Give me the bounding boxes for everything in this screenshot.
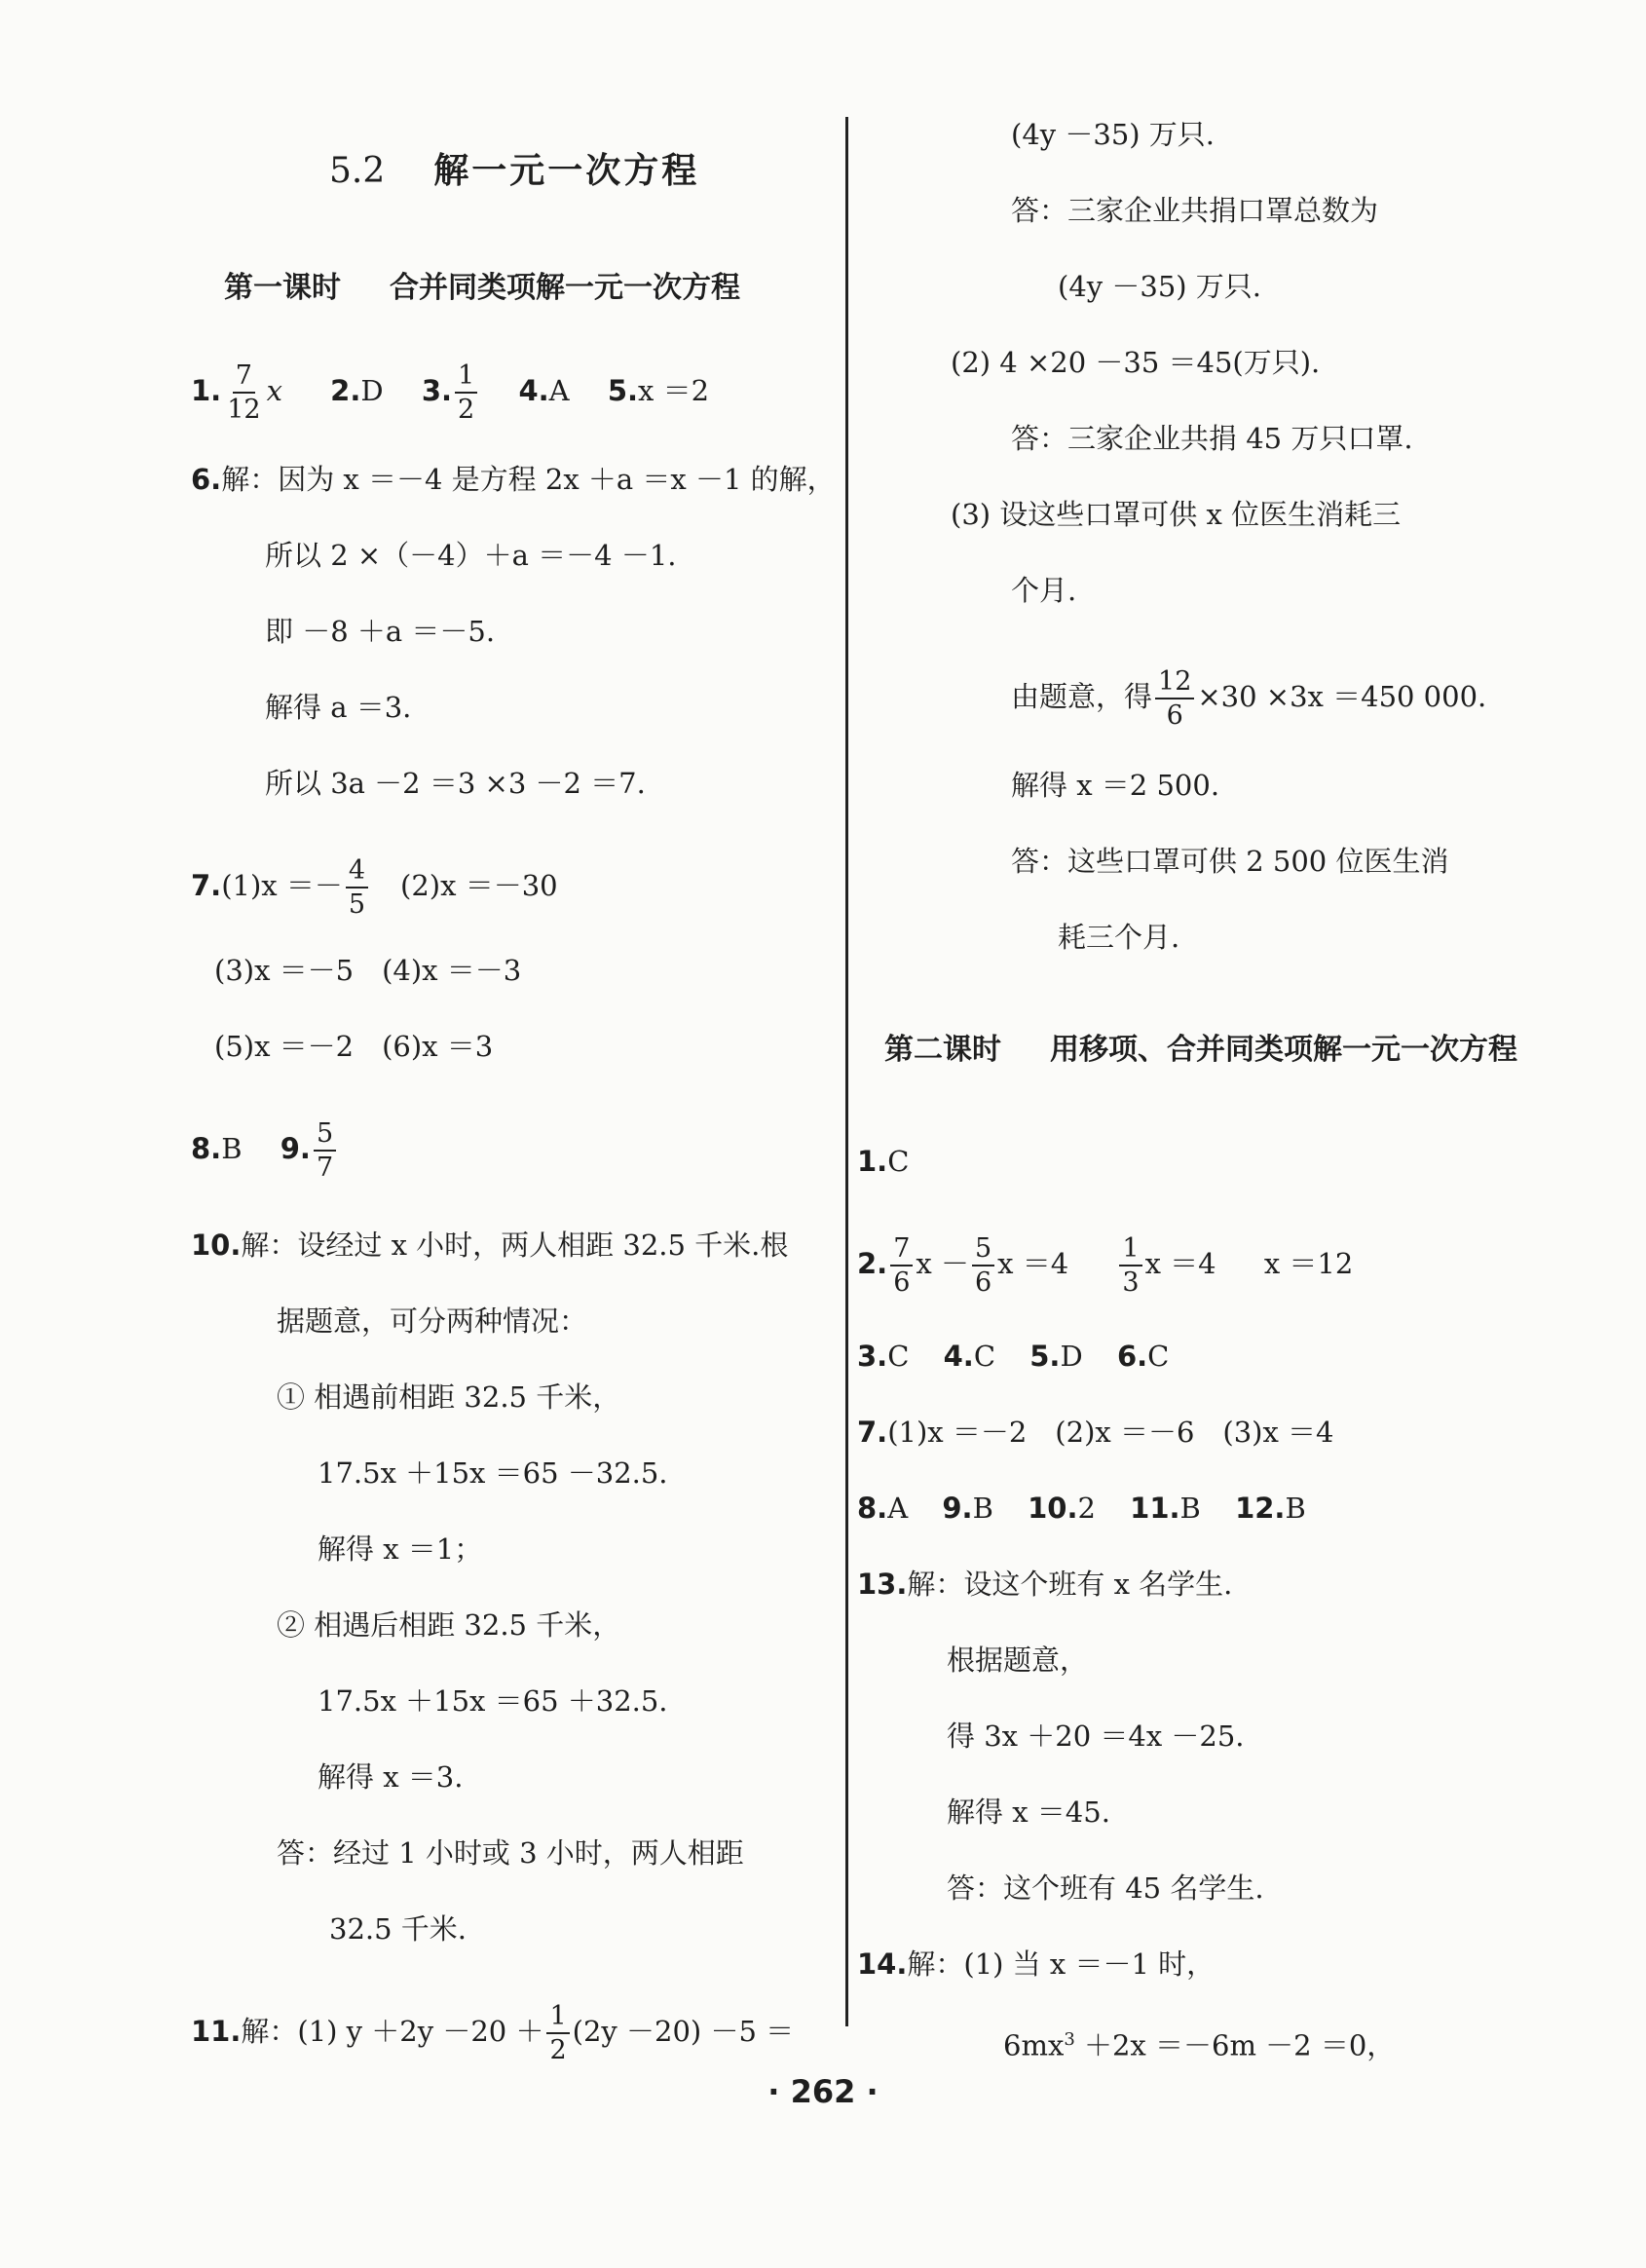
lesson2-title: 用移项、合并同类项解一元一次方程: [1050, 1033, 1517, 1067]
q-number: 11.: [191, 2015, 242, 2048]
eq-pre: 由题意，得: [1011, 680, 1153, 713]
answer: 2: [1077, 1492, 1096, 1525]
q11-line-1: [191, 2003, 794, 2063]
fraction: [546, 2003, 569, 2063]
numerator: 1: [546, 2003, 569, 2034]
section-number: 5.2: [329, 151, 386, 191]
numerator: 1: [1119, 1235, 1141, 1266]
q7-part1: (1)x ＝－: [221, 869, 343, 902]
answer: A: [887, 1492, 909, 1525]
fraction: [1119, 1235, 1141, 1296]
lesson2-label: 第二课时: [884, 1033, 1001, 1067]
answer: x ＝2: [638, 374, 710, 407]
numerator: 7: [890, 1235, 913, 1266]
q8-q9-row: [191, 1120, 339, 1181]
section-title-text: 解一元一次方程: [433, 151, 700, 191]
q10-line-5: 解得 x ＝1；: [318, 1532, 483, 1566]
denominator: 2: [458, 395, 475, 425]
answer: C: [973, 1340, 996, 1373]
q-number: 5.: [1029, 1340, 1061, 1373]
lesson2-heading: [884, 1031, 1517, 1070]
denominator: 6: [893, 1267, 911, 1298]
q10-text: 解：设经过 x 小时，两人相距 32.5 千米.根: [241, 1228, 789, 1262]
q-number: 14.: [857, 1947, 908, 1981]
l2-q13-line-1: [857, 1565, 1232, 1604]
q-number: 4.: [943, 1340, 974, 1373]
q14-text: 解：(1) 当 x ＝－1 时，: [907, 1947, 1216, 1981]
lesson1-heading: [224, 269, 740, 308]
q2-eq1: x ＝4: [997, 1247, 1069, 1280]
q-number: 2.: [330, 374, 361, 407]
variable: x: [266, 374, 282, 407]
q7-row-3: (5)x ＝－2 (6)x ＝3: [214, 1030, 494, 1063]
answer: B: [1285, 1492, 1306, 1525]
l2-q1: [857, 1142, 909, 1181]
q10-line-10: 32.5 千米.: [329, 1912, 468, 1946]
q-number: 9.: [942, 1492, 973, 1525]
l2-q14-line-2: [1003, 2021, 1395, 2065]
numerator: 12: [1155, 668, 1194, 699]
denominator: 12: [227, 395, 261, 425]
denominator: 3: [1122, 1267, 1140, 1298]
l2-q14-line-1: [857, 1945, 1215, 1984]
l2-row-8-12: [857, 1489, 1306, 1528]
q6-line-4: 解得 a ＝3.: [265, 691, 412, 724]
fraction: [890, 1235, 913, 1296]
q10-line-2: 据题意，可分两种情况：: [277, 1304, 588, 1338]
q7-part2: (2)x ＝－30: [400, 869, 558, 902]
q10-line-1: [191, 1226, 788, 1265]
q-number: 8.: [857, 1492, 888, 1525]
q7-row-1: [191, 857, 558, 918]
lesson1-title: 合并同类项解一元一次方程: [390, 271, 740, 305]
q-number: 3.: [857, 1340, 888, 1373]
fraction: [346, 857, 368, 918]
answer: C: [887, 1145, 910, 1178]
q10-line-9: 答：经过 1 小时或 3 小时，两人相距: [277, 1836, 744, 1870]
lesson1-label: 第一课时: [224, 271, 341, 305]
q6-line-2: 所以 2 ×（－4）＋a ＝－4 －1.: [265, 539, 677, 572]
denominator: 5: [348, 889, 366, 920]
q-number: 7.: [857, 1416, 888, 1449]
q10-line-4: 17.5x ＋15x ＝65 －32.5.: [318, 1456, 668, 1490]
answer: (1)x ＝－2 (2)x ＝－6 (3)x ＝4: [887, 1416, 1334, 1449]
q-number: 6.: [1116, 1340, 1148, 1373]
numerator: 1: [455, 362, 477, 394]
q-number: 12.: [1235, 1492, 1286, 1525]
q-number: 1.: [857, 1145, 888, 1178]
answer: C: [887, 1340, 910, 1373]
q-number: 13.: [857, 1568, 908, 1601]
q10-line-8: 解得 x ＝3.: [318, 1760, 464, 1794]
rt-equation: [1011, 668, 1486, 729]
q-number: 9.: [280, 1132, 311, 1165]
rt-line-1: (4y －35) 万只.: [1011, 118, 1216, 151]
fraction: [972, 1235, 994, 1296]
l2-q7: [857, 1413, 1334, 1452]
rt-line-9: 答：这些口罩可供 2 500 位医生消: [1011, 845, 1449, 878]
q-number: 7.: [191, 869, 222, 902]
q-number: 4.: [518, 374, 549, 407]
q2-eq2: x ＝4: [1144, 1247, 1216, 1280]
q-number: 5.: [607, 374, 639, 407]
l2-row-3-6: [857, 1337, 1169, 1376]
q2-eq3: x ＝12: [1263, 1247, 1354, 1280]
q14-eq-pre: 6mx: [1003, 2028, 1065, 2062]
q2-mid: x －: [916, 1247, 969, 1280]
answer: B: [1179, 1492, 1201, 1525]
q-number: 3.: [421, 374, 453, 407]
answer: A: [548, 374, 570, 407]
q11-pre: 解：(1) y ＋2y －20 ＋: [241, 2015, 544, 2048]
rt-line-6: (3) 设这些口罩可供 x 位医生消耗三: [951, 498, 1402, 531]
section-title: [329, 152, 699, 191]
q11-post: (2y －20) －5 ＝: [572, 2015, 795, 2048]
rt-line-3: (4y －35) 万只.: [1058, 270, 1262, 303]
answer: D: [360, 374, 384, 407]
q-number: 11.: [1130, 1492, 1180, 1525]
numerator: 7: [233, 362, 255, 394]
fraction: [314, 1120, 336, 1181]
fraction: [224, 362, 263, 423]
rt-line-8: 解得 x ＝2 500.: [1011, 769, 1220, 802]
q13-text: 解：设这个班有 x 名学生.: [907, 1568, 1233, 1601]
rt-line-2: 答：三家企业共捐口罩总数为: [1011, 194, 1379, 227]
fraction: [455, 362, 477, 423]
q-number: 6.: [191, 463, 222, 496]
q6-line-5: 所以 3a －2 ＝3 ×3 －2 ＝7.: [265, 767, 646, 800]
q10-line-3: ① 相遇前相距 32.5 千米，: [277, 1380, 621, 1414]
l2-q13-line-3: 得 3x ＋20 ＝4x －25.: [947, 1720, 1245, 1753]
answer: B: [972, 1492, 993, 1525]
q10-line-6: ② 相遇后相距 32.5 千米，: [277, 1608, 621, 1642]
q6-line-1: [191, 460, 836, 499]
q-number: 2.: [857, 1247, 888, 1280]
numerator: 5: [314, 1120, 336, 1152]
q-number: 10.: [191, 1228, 242, 1262]
q-number: 1.: [191, 374, 222, 407]
q10-line-7: 17.5x ＋15x ＝65 ＋32.5.: [318, 1684, 668, 1718]
q-number: 8.: [191, 1132, 222, 1165]
rt-line-4: (2) 4 ×20 －35 ＝45(万只).: [951, 346, 1321, 379]
denominator: 7: [316, 1153, 334, 1183]
l2-q13-line-4: 解得 x ＝45.: [947, 1796, 1110, 1829]
answer: C: [1147, 1340, 1170, 1373]
eq-post: ×30 ×3x ＝450 000.: [1197, 680, 1487, 713]
l2-q2: [857, 1235, 1353, 1296]
answer-row-1-5: [191, 362, 709, 423]
l2-q13-line-5: 答：这个班有 45 名学生.: [947, 1871, 1264, 1905]
rt-line-5: 答：三家企业共捐 45 万只口罩.: [1011, 422, 1413, 455]
rt-line-7: 个月.: [1011, 574, 1077, 607]
l2-q13-line-2: 根据题意，: [947, 1644, 1089, 1677]
q-number: 10.: [1028, 1492, 1078, 1525]
denominator: 6: [974, 1267, 992, 1298]
numerator: 4: [346, 857, 368, 888]
denominator: 6: [1166, 700, 1183, 731]
q7-row-2: (3)x ＝－5 (4)x ＝－3: [214, 954, 522, 987]
denominator: 2: [549, 2035, 567, 2065]
answer: D: [1060, 1340, 1083, 1373]
rt-line-10: 耗三个月.: [1058, 921, 1180, 954]
column-divider: [845, 117, 848, 2026]
fraction: [1155, 668, 1194, 729]
q14-eq-post: ＋2x ＝－6m －2 ＝0，: [1074, 2028, 1396, 2062]
q6-text: 解：因为 x ＝－4 是方程 2x ＋a ＝x －1 的解，: [221, 463, 836, 496]
q6-line-3: 即 －8 ＋a ＝－5.: [265, 615, 496, 648]
page-number: · 262 ·: [767, 2073, 879, 2110]
numerator: 5: [972, 1235, 994, 1266]
exponent: 3: [1064, 2029, 1075, 2050]
answer: B: [221, 1132, 243, 1165]
